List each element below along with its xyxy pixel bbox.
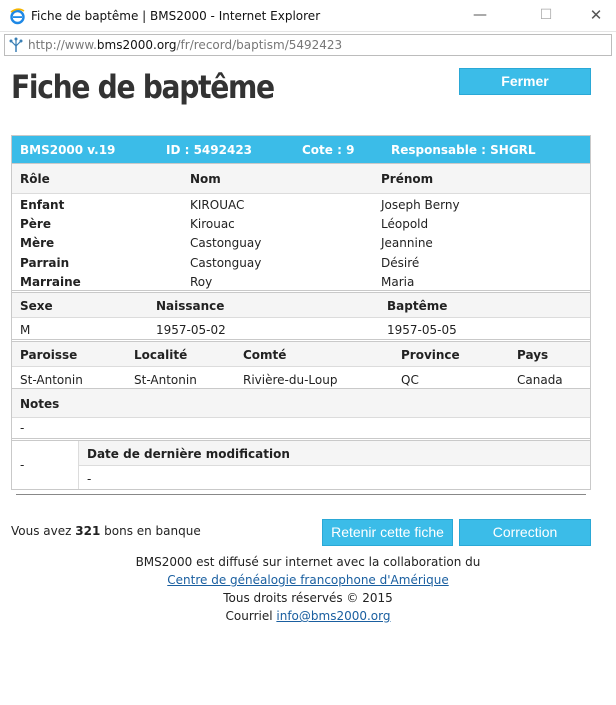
save-record-button[interactable]: Retenir cette fiche [322,519,453,546]
value-province: QC [401,373,419,387]
person-nom: KIROUAC [190,198,245,212]
url-text[interactable] [28,38,342,52]
page-title: Fiche de baptême [11,68,274,106]
person-nom: Castonguay [190,236,262,250]
courriel-label: Courriel [225,609,277,623]
header-province: Province [401,348,460,362]
record-responsable: Responsable : SHGRL [391,143,536,157]
url-prefix: http://www. [28,38,97,52]
dates-header-row [12,293,590,318]
notes-section [12,388,590,438]
person-prenom: Maria [381,275,415,289]
header-notes: Notes [20,397,60,411]
person-prenom: Léopold [381,217,429,231]
dates-section [12,293,590,340]
url-path: /fr/record/baptism/5492423 [176,38,343,52]
person-role: Parrain [20,256,70,270]
header-role: Rôle [20,172,50,186]
value-pays: Canada [517,373,563,387]
person-prenom: Jeannine [381,236,433,250]
header-prenom: Prénom [381,172,434,186]
record-cote: Cote : 9 [302,143,355,157]
window-title: Fiche de baptême | BMS2000 - Internet Explorer [31,9,321,23]
place-header-row [12,342,590,367]
header-bapteme: Baptême [387,299,448,313]
bank-count: 321 [75,524,101,538]
person-role: Mère [20,236,55,250]
cgfa-link[interactable]: Centre de généalogie francophone d'Amérique [167,573,449,587]
modification-left-cell [12,441,79,489]
footer-copyright: Tous droits réservés © 2015 [223,591,393,605]
value-bapteme: 1957-05-05 [387,323,457,337]
value-sexe: M [20,323,31,337]
header-modification: Date de dernière modification [87,447,290,461]
value-left: - [20,458,25,472]
person-role: Père [20,217,51,231]
baptism-record [11,135,591,490]
url-host: bms2000.org [96,38,177,52]
horizontal-rule [16,494,586,495]
value-localite: St-Antonin [134,373,197,387]
person-nom: Roy [190,275,213,289]
bank-balance [11,524,201,538]
bank-suffix: bons en banque [100,524,201,538]
person-nom: Castonguay [190,256,262,270]
internet-explorer-icon [9,8,26,25]
person-role: Marraine [20,275,81,289]
header-pays: Pays [517,348,549,362]
persons-section [12,163,590,290]
modification-header-row [79,441,590,466]
header-localite: Localité [134,348,188,362]
record-header [12,136,590,163]
value-comte: Rivière-du-Loup [243,373,338,387]
address-bar[interactable] [4,34,612,56]
header-sexe: Sexe [20,299,53,313]
footer-line1: BMS2000 est diffusé sur internet avec la collaboration du [135,555,481,569]
close-window-button[interactable]: ✕ [589,6,603,24]
value-naissance: 1957-05-02 [156,323,226,337]
correction-button[interactable]: Correction [459,519,591,546]
header-naissance: Naissance [156,299,225,313]
person-nom: Kirouac [190,217,235,231]
tree-favicon-icon [8,37,24,53]
person-prenom: Joseph Berny [381,198,460,212]
person-prenom: Désiré [381,256,420,270]
footer-link-line [0,573,616,587]
bank-prefix: Vous avez [11,524,76,538]
close-record-button[interactable]: Fermer [459,68,591,95]
modification-section [12,441,590,489]
place-section [12,342,590,389]
maximize-button[interactable]: ☐ [539,7,553,23]
header-paroisse: Paroisse [20,348,78,362]
email-link[interactable]: info@bms2000.org [276,609,391,623]
window-titlebar [0,0,616,32]
header-nom: Nom [190,172,221,186]
person-role: Enfant [20,198,65,212]
notes-header-row [12,389,590,418]
value-notes: - [20,421,25,435]
value-paroisse: St-Antonin [20,373,83,387]
minimize-button[interactable]: — [473,7,487,23]
record-id: ID : 5492423 [166,143,253,157]
persons-header-row [12,164,590,194]
footer-email-line [0,609,616,623]
value-modification: - [87,472,92,486]
header-comte: Comté [243,348,287,362]
record-version: BMS2000 v.19 [20,143,116,157]
